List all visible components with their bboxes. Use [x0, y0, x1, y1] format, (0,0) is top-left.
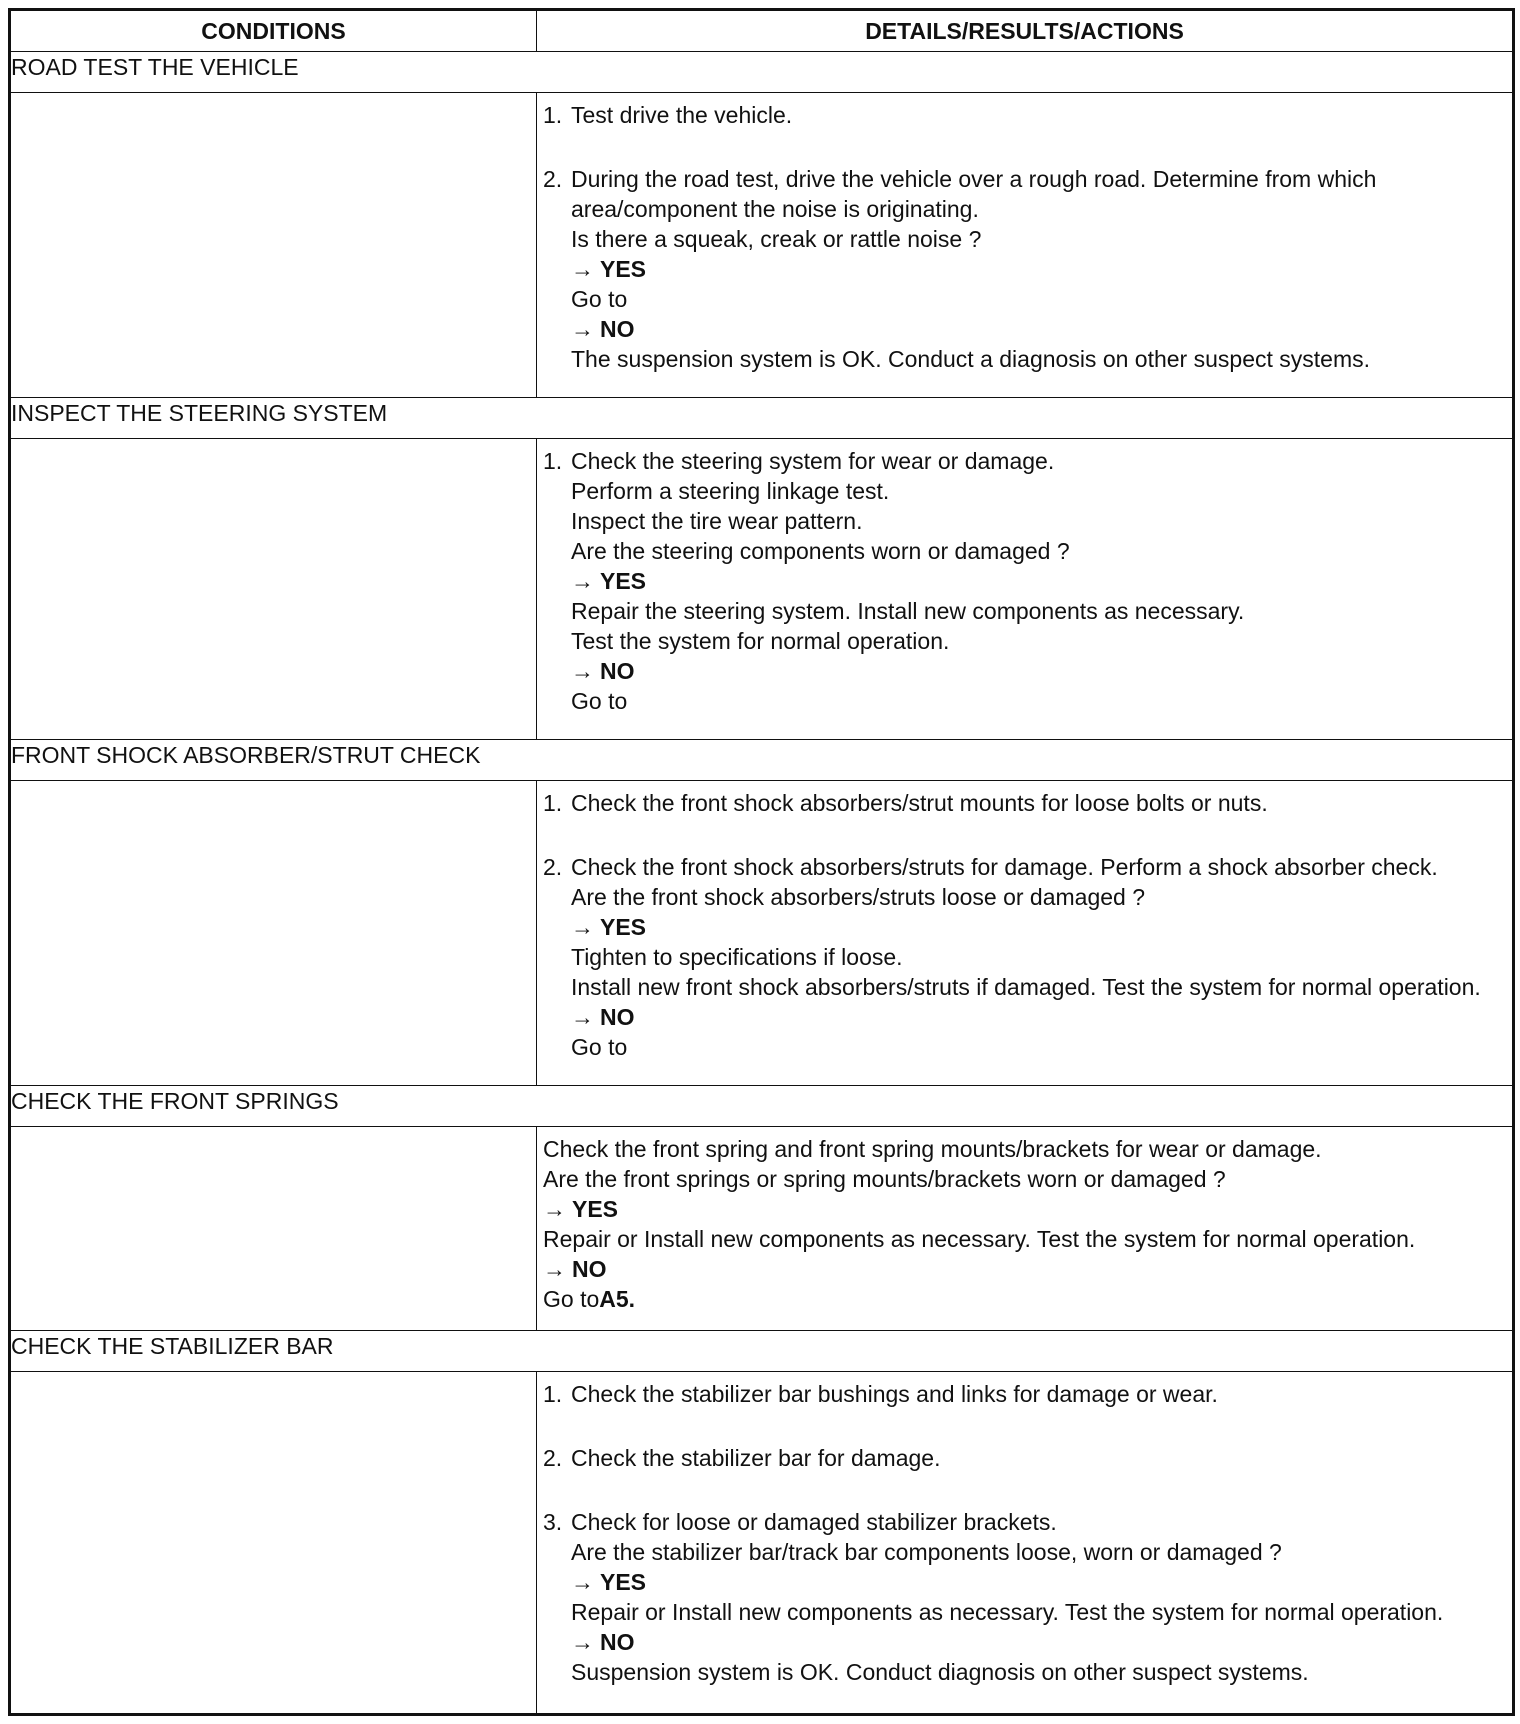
yes-result — [543, 1194, 1504, 1224]
arrow-icon: → — [571, 1569, 594, 1596]
section-row — [10, 1331, 1514, 1372]
yes-action: Install new front shock absorbers/struts if damaged. Test the system for normal operation. — [571, 973, 1481, 1000]
section-title: CHECK THE STABILIZER BAR — [10, 1331, 1514, 1372]
arrow-icon: → — [571, 316, 594, 342]
yes-result — [571, 566, 1504, 596]
step-number: 2. — [543, 1445, 563, 1472]
yes-action: Repair the steering system. Install new components as necessary. — [571, 598, 1245, 625]
step-number: 1. — [543, 789, 563, 816]
details-cell — [537, 93, 1514, 398]
conditions-header: CONDITIONS — [10, 10, 537, 52]
step-number: 3. — [543, 1509, 563, 1536]
plain-body — [543, 1134, 1504, 1314]
yes-action: Repair or Install new components as necessary. Test the system for normal operation. — [543, 1226, 1416, 1253]
no-action: The suspension system is OK. Conduct a diagnosis on other suspect systems. — [571, 346, 1370, 372]
step-item — [543, 446, 1504, 716]
yes-action: Repair or Install new components as necessary. Test the system for normal operation. — [571, 1599, 1444, 1626]
no-result-label: NO — [572, 1256, 607, 1283]
step-text: Check the front spring and front spring mounts/brackets for wear or damage. — [543, 1136, 1322, 1163]
step-reference: A5. — [599, 1286, 636, 1313]
step-text: Are the front shock absorbers/struts loose or damaged ? — [571, 883, 1146, 910]
step-number: 1. — [543, 448, 563, 475]
step-item — [543, 788, 1504, 818]
condition-cell — [10, 439, 537, 740]
section-content-row — [10, 439, 1514, 740]
step-text: Are the stabilizer bar/track bar components loose, worn or damaged ? — [571, 1539, 1282, 1566]
step-body — [571, 164, 1504, 374]
no-result — [571, 314, 1504, 344]
details-cell — [537, 1372, 1514, 1715]
step-text: Check the stabilizer bar for damage. — [571, 1445, 941, 1472]
no-result — [571, 1002, 1504, 1032]
no-result — [571, 656, 1504, 686]
step-body — [571, 100, 1504, 130]
no-action: Go to — [571, 1033, 628, 1060]
step-body — [571, 1443, 1504, 1473]
condition-cell — [10, 780, 537, 1085]
step-text: Are the steering components worn or damaged ? — [571, 538, 1070, 565]
arrow-icon: → — [571, 1003, 594, 1030]
step-text: Check the front shock absorbers/strut mounts for loose bolts or nuts. — [571, 789, 1268, 816]
details-cell — [537, 439, 1514, 740]
step-item — [543, 1379, 1504, 1409]
no-result-label: NO — [600, 1003, 635, 1030]
yes-result-label: YES — [600, 913, 647, 940]
step-body — [571, 852, 1504, 1062]
details-cell — [537, 780, 1514, 1085]
section-row — [10, 52, 1514, 93]
no-result — [543, 1254, 1504, 1284]
section-content-row — [10, 1372, 1514, 1715]
yes-action: Test the system for normal operation. — [571, 628, 950, 655]
step-number: 1. — [543, 102, 563, 128]
arrow-icon: → — [571, 658, 594, 685]
no-result — [571, 1627, 1504, 1657]
arrow-icon: → — [543, 1196, 566, 1223]
arrow-icon: → — [543, 1256, 566, 1283]
yes-action: Go to — [571, 286, 628, 312]
yes-result-label: YES — [600, 1569, 647, 1596]
no-action: Go to — [571, 688, 628, 715]
yes-result — [571, 912, 1504, 942]
step-text: Test drive the vehicle. — [571, 102, 793, 128]
yes-action: Tighten to specifications if loose. — [571, 943, 903, 970]
step-text: Check the front shock absorbers/struts for damage. Perform a shock absorber check. — [571, 853, 1438, 880]
step-body — [571, 788, 1504, 818]
yes-result — [571, 254, 1504, 284]
yes-result-label: YES — [600, 568, 647, 595]
yes-result-label: YES — [600, 256, 647, 282]
step-item — [543, 1507, 1504, 1687]
header-row — [10, 10, 1514, 52]
section-content-row — [10, 1127, 1514, 1331]
section-content-row — [10, 93, 1514, 398]
step-body — [571, 446, 1504, 716]
step-item — [543, 852, 1504, 1062]
arrow-icon: → — [571, 1629, 594, 1656]
section-title: CHECK THE FRONT SPRINGS — [10, 1086, 1514, 1127]
step-text: Perform a steering linkage test. — [571, 478, 890, 505]
step-body — [571, 1507, 1504, 1687]
step-number: 1. — [543, 1381, 563, 1408]
step-text: Check the stabilizer bar bushings and links for damage or wear. — [571, 1381, 1218, 1408]
no-action: Suspension system is OK. Conduct diagnosis on other suspect systems. — [571, 1659, 1309, 1686]
section-row — [10, 739, 1514, 780]
step-text: Is there a squeak, creak or rattle noise ? — [571, 226, 982, 252]
step-number: 2. — [543, 166, 563, 192]
step-number: 2. — [543, 853, 563, 880]
condition-cell — [10, 1127, 537, 1331]
step-text: Inspect the tire wear pattern. — [571, 508, 863, 535]
diagnostic-table — [8, 8, 1515, 1716]
no-result-label: NO — [600, 1629, 635, 1656]
step-item — [543, 1443, 1504, 1473]
section-row — [10, 398, 1514, 439]
step-text: During the road test, drive the vehicle over a rough road. Determine from which area/component the noise is originating. — [571, 166, 1377, 222]
arrow-icon: → — [571, 568, 594, 595]
step-text: Check for loose or damaged stabilizer brackets. — [571, 1509, 1057, 1536]
details-header: DETAILS/RESULTS/ACTIONS — [537, 10, 1514, 52]
condition-cell — [10, 1372, 537, 1715]
no-result-label: NO — [600, 658, 635, 685]
step-item — [543, 164, 1504, 374]
section-row — [10, 1086, 1514, 1127]
no-action — [543, 1284, 1504, 1314]
arrow-icon: → — [571, 913, 594, 940]
step-body — [571, 1379, 1504, 1409]
step-item — [543, 100, 1504, 130]
step-text: Are the front springs or spring mounts/brackets worn or damaged ? — [543, 1166, 1226, 1193]
yes-result-label: YES — [572, 1196, 619, 1223]
section-content-row — [10, 780, 1514, 1085]
section-title: FRONT SHOCK ABSORBER/STRUT CHECK — [10, 739, 1514, 780]
yes-result — [571, 1567, 1504, 1597]
no-action-text: Go to — [543, 1286, 600, 1313]
step-text: Check the steering system for wear or damage. — [571, 448, 1055, 475]
condition-cell — [10, 93, 537, 398]
section-title: INSPECT THE STEERING SYSTEM — [10, 398, 1514, 439]
no-result-label: NO — [600, 316, 635, 342]
table-body — [10, 52, 1514, 1715]
details-cell — [537, 1127, 1514, 1331]
arrow-icon: → — [571, 256, 594, 282]
section-title: ROAD TEST THE VEHICLE — [10, 52, 1514, 93]
